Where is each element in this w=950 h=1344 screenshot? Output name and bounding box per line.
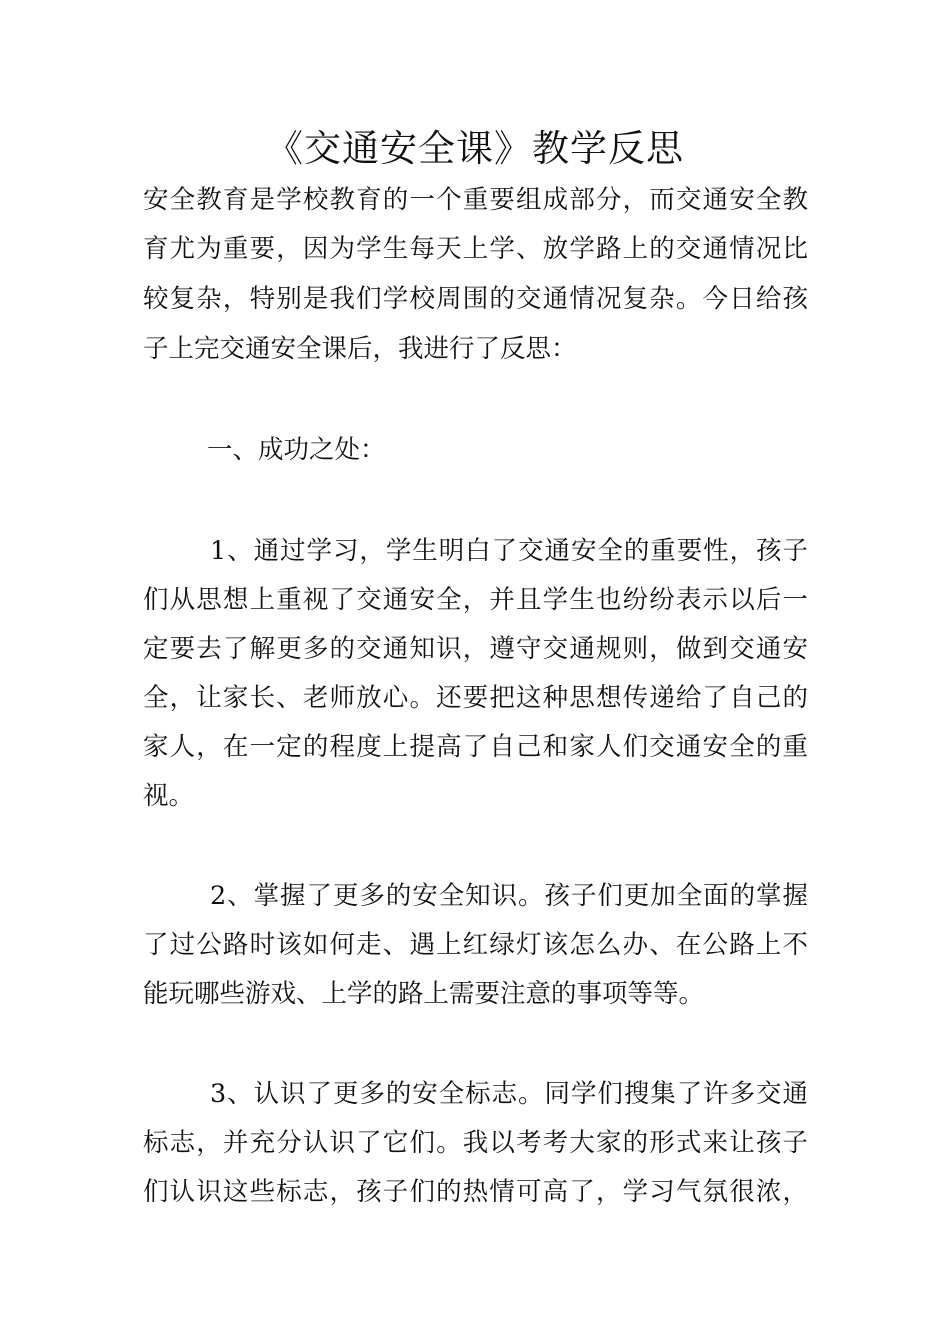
document-title: 《交通安全课》教学反思: [266, 127, 684, 170]
intro-line-1: 安全教育是学校教育的一个重要组成部分，而交通安全教: [143, 185, 808, 215]
point2-line-2: 了过公路时该如何走、遇上红绿灯该怎么办、在公路上不: [143, 930, 808, 960]
point1-line-6: 视。: [143, 781, 195, 811]
point1-line-5: 家人，在一定的程度上提高了自己和家人们交通安全的重: [143, 732, 808, 762]
point3-line-2: 标志，并充分认识了它们。我以考考大家的形式来让孩子: [143, 1128, 808, 1158]
point2-line-1: 2、掌握了更多的安全知识。孩子们更加全面的掌握: [210, 881, 808, 911]
point1-line-2: 们从思想上重视了交通安全，并且学生也纷纷表示以后一: [143, 585, 808, 615]
point1-line-3: 定要去了解更多的交通知识，遵守交通规则，做到交通安: [143, 634, 808, 664]
point1-line-1: 1、通过学习，学生明白了交通安全的重要性，孩子: [210, 536, 808, 566]
point3-line-3: 们认识这些标志，孩子们的热情可高了，学习气氛很浓，: [143, 1177, 808, 1207]
point1-line-4: 全，让家长、老师放心。还要把这种思想传递给了自己的: [143, 683, 808, 713]
point2-line-3: 能玩哪些游戏、上学的路上需要注意的事项等等。: [143, 979, 705, 1009]
intro-line-4: 子上完交通安全课后，我进行了反思：: [143, 334, 577, 364]
intro-line-2: 育尤为重要，因为学生每天上学、放学路上的交通情况比: [143, 234, 808, 264]
intro-line-3: 较复杂，特别是我们学校周围的交通情况复杂。今日给孩: [143, 284, 808, 314]
point3-line-1: 3、认识了更多的安全标志。同学们搜集了许多交通: [210, 1079, 808, 1109]
section-heading: 一、成功之处：: [207, 435, 386, 465]
